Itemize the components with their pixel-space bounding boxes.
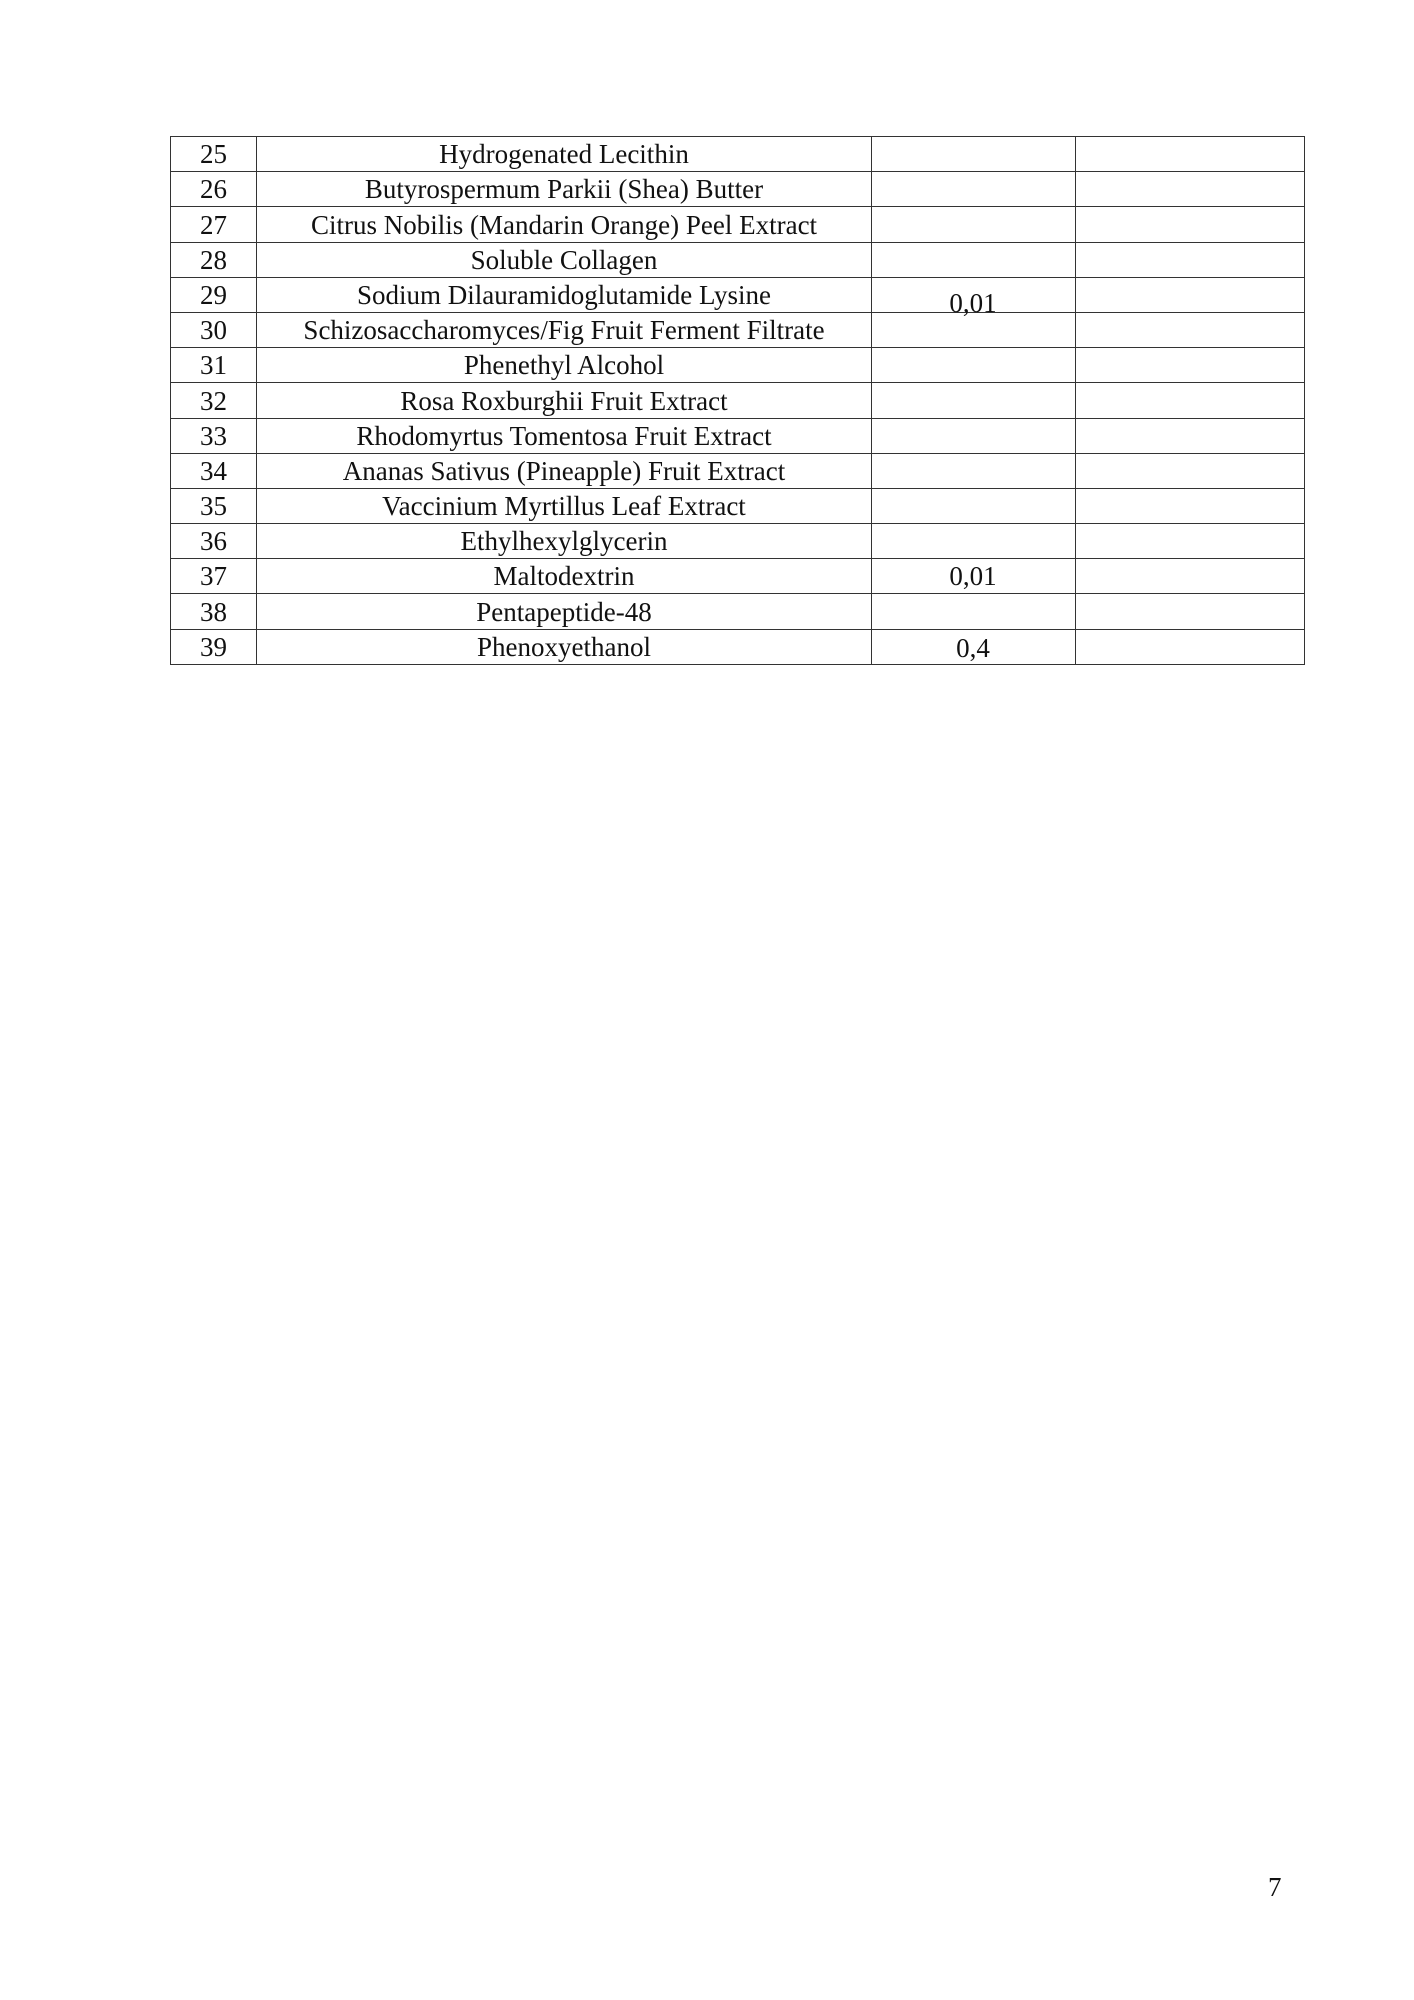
ingredient-name: Hydrogenated Lecithin — [257, 137, 872, 172]
value-cell — [872, 207, 1076, 242]
ingredient-name: Maltodextrin — [257, 559, 872, 594]
row-number: 30 — [171, 312, 257, 347]
row-number: 33 — [171, 418, 257, 453]
empty-cell — [1076, 312, 1305, 347]
row-number: 35 — [171, 488, 257, 523]
value-cell — [872, 277, 1076, 312]
ingredient-name: Ananas Sativus (Pineapple) Fruit Extract — [257, 453, 872, 488]
row-number: 31 — [171, 348, 257, 383]
value-cell — [872, 524, 1076, 559]
empty-cell — [1076, 418, 1305, 453]
ingredient-name: Pentapeptide-48 — [257, 594, 872, 629]
row-number: 29 — [171, 277, 257, 312]
row-number: 27 — [171, 207, 257, 242]
table-row — [171, 524, 1305, 559]
empty-cell — [1076, 594, 1305, 629]
ingredient-name: Citrus Nobilis (Mandarin Orange) Peel Extract — [257, 207, 872, 242]
ingredient-name: Rosa Roxburghii Fruit Extract — [257, 383, 872, 418]
ingredient-name: Phenoxyethanol — [257, 629, 872, 664]
concentration-value: 0,01 — [949, 561, 997, 591]
ingredient-name: Phenethyl Alcohol — [257, 348, 872, 383]
empty-cell — [1076, 242, 1305, 277]
table-row — [171, 594, 1305, 629]
ingredient-name: Rhodomyrtus Tomentosa Fruit Extract — [257, 418, 872, 453]
value-cell — [872, 594, 1076, 629]
value-cell — [872, 559, 1076, 594]
empty-cell — [1076, 348, 1305, 383]
empty-cell — [1076, 488, 1305, 523]
table-row — [171, 172, 1305, 207]
empty-cell — [1076, 383, 1305, 418]
ingredients-table-wrapper — [170, 136, 1304, 672]
concentration-value: 0,4 — [956, 633, 990, 663]
value-cell — [872, 453, 1076, 488]
table-row — [171, 277, 1305, 312]
table-row — [171, 418, 1305, 453]
ingredient-name: Schizosaccharomyces/Fig Fruit Ferment Filtrate — [257, 312, 872, 347]
ingredient-name: Sodium Dilauramidoglutamide Lysine — [257, 277, 872, 312]
row-number: 32 — [171, 383, 257, 418]
ingredient-name: Soluble Collagen — [257, 242, 872, 277]
empty-cell — [1076, 207, 1305, 242]
empty-cell — [1076, 559, 1305, 594]
concentration-value: 0,01 — [949, 288, 997, 318]
row-number: 39 — [171, 629, 257, 664]
value-cell — [872, 629, 1076, 664]
table-row — [171, 137, 1305, 172]
table-row — [171, 207, 1305, 242]
value-cell — [872, 242, 1076, 277]
ingredient-name: Vaccinium Myrtillus Leaf Extract — [257, 488, 872, 523]
ingredient-name: Butyrospermum Parkii (Shea) Butter — [257, 172, 872, 207]
value-cell — [872, 137, 1076, 172]
value-cell — [872, 312, 1076, 347]
row-number: 36 — [171, 524, 257, 559]
table-row — [171, 488, 1305, 523]
empty-cell — [1076, 453, 1305, 488]
table-row — [171, 453, 1305, 488]
table-row — [171, 348, 1305, 383]
table-row — [171, 312, 1305, 347]
empty-cell — [1076, 172, 1305, 207]
value-cell — [872, 383, 1076, 418]
row-number: 34 — [171, 453, 257, 488]
empty-cell — [1076, 524, 1305, 559]
row-number: 37 — [171, 559, 257, 594]
value-cell — [872, 418, 1076, 453]
empty-cell — [1076, 277, 1305, 312]
row-number: 25 — [171, 137, 257, 172]
page-number: 7 — [1268, 1872, 1282, 1902]
row-number: 28 — [171, 242, 257, 277]
row-number: 38 — [171, 594, 257, 629]
table-row — [171, 383, 1305, 418]
value-cell — [872, 172, 1076, 207]
value-cell — [872, 348, 1076, 383]
empty-cell — [1076, 137, 1305, 172]
table-row — [171, 242, 1305, 277]
empty-cell — [1076, 629, 1305, 664]
ingredient-name: Ethylhexylglycerin — [257, 524, 872, 559]
value-cell — [872, 488, 1076, 523]
row-number: 26 — [171, 172, 257, 207]
ingredients-table — [170, 136, 1305, 665]
table-row — [171, 629, 1305, 664]
table-row — [171, 559, 1305, 594]
